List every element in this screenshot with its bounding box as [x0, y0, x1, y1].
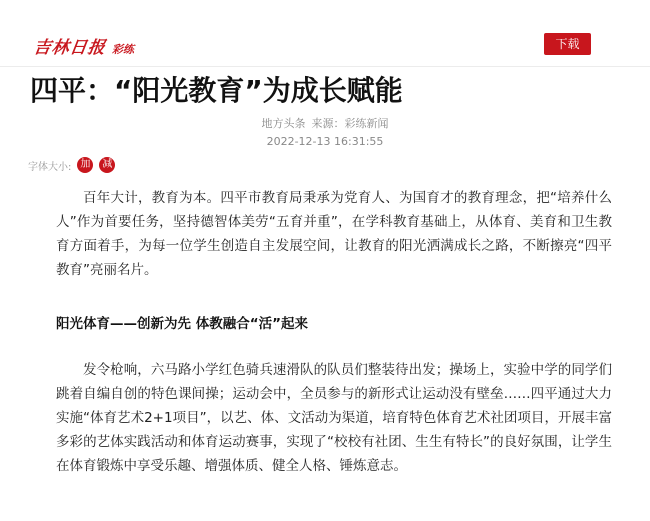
article-datetime: 2022-12-13 16:31:55 [266, 135, 384, 148]
article-paragraph: 百年大计，教育为本。四平市教育局秉承为党育人、为国育才的教育理念，把“培养什么人”作为首要任务，坚持德智体美劳“五育并重”，在学科教育基础上，从体育、美育和卫生教育方面着手，为每一位学生创造自主发展空间，让教育的阳光洒满成长之路，不断擦亮“四平教育”亮丽名片。 [56, 190, 612, 278]
font-size-control [28, 157, 115, 173]
logo-subtext: 彩练 [112, 43, 134, 56]
section-heading: 阳光体育——创新为先 体教融合“活”起来 [56, 316, 308, 332]
origin-label: 来源：彩练新闻 [311, 117, 389, 130]
logo[interactable] [34, 33, 134, 58]
download-button[interactable]: 下载 [544, 33, 591, 55]
top-bar [0, 0, 650, 67]
font-decrease-button[interactable]: 减 [99, 157, 115, 173]
logo-text: 吉林日报 [32, 38, 108, 58]
font-increase-button[interactable]: 加 [77, 157, 93, 173]
article-title: 四平：“阳光教育”为成长赋能 [30, 74, 403, 107]
article-paragraph: 发令枪响，六马路小学红色骑兵速滑队的队员们整装待出发；操场上，实验中学的同学们跳着自编自创的特色课间操；运动会中，全员参与的新形式让运动没有壁垒……四平通过大力实施“体育艺术2+1项目”，以艺、体、文活动为渠道，培育特色体育艺术社团项目，开展丰富多彩的艺体实践活动和体育运动赛事，实现了“校校有社团、生生有特长”的良好氛围，让学生在体育锻炼中享受乐趣、增强体质、健全人格、锤炼意志。 [56, 362, 612, 474]
font-size-label: 字体大小: [28, 161, 72, 173]
source-label: 地方头条 [261, 117, 306, 130]
article-meta [0, 116, 650, 132]
